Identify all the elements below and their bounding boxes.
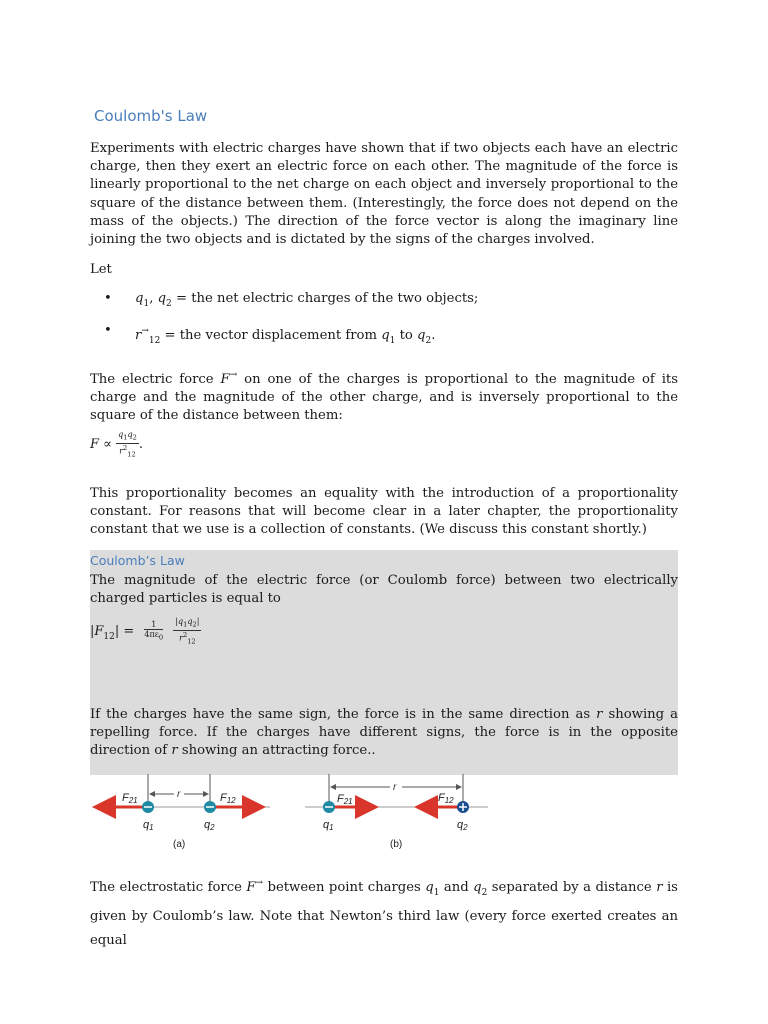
charge-force-figure bbox=[90, 772, 490, 852]
electrostatic-paragraph: The electrostatic force F→ between point charges $q_1$ and $q_2$ separated by a distance r is given by Coulomb’s law. Note that Newton’s third law (every force exerted creates an equal bbox=[90, 878, 678, 948]
distance-r-label-a: r bbox=[177, 789, 181, 800]
svg-text:F21: F21 bbox=[122, 792, 138, 805]
figure-panel-b bbox=[305, 774, 488, 850]
p4-and: and bbox=[443, 880, 469, 895]
list-item: • $q_1$, $q_2$ = the net electric charges of the two objects; bbox=[90, 290, 678, 322]
p4-a: The electrostatic force bbox=[90, 880, 242, 895]
callout-paragraph-1: The magnitude of the electric force (or Coulomb force) between two electrically charged particles is equal to bbox=[90, 573, 678, 607]
figure-label-a: (a) bbox=[173, 839, 186, 850]
list-item: • $r^\to_{12}$ = the vector displacement from $q_1$ to $q_2$. bbox=[90, 322, 678, 354]
svg-text:q2: q2 bbox=[457, 819, 468, 832]
force-paragraph-a: The electric force bbox=[90, 372, 214, 387]
bullet-1-text: = the net electric charges of the two objects; bbox=[175, 291, 479, 306]
p4-d: is given by Coulomb’s law. Note that Newton’s third law (every force exerted creates an equal bbox=[90, 880, 678, 948]
bullet-2-text: = the vector displacement from bbox=[164, 328, 377, 343]
svg-text:q2: q2 bbox=[204, 819, 215, 832]
figure-panel-a bbox=[92, 774, 270, 850]
page-title: Coulomb's Law bbox=[94, 107, 208, 125]
force-paragraph-b: on one of the charges is proportional to the magnitude of its charge and the magnitude of the other charge, and is inversely proportional to the square of the distance between them: bbox=[90, 372, 678, 424]
let-paragraph: Let bbox=[90, 262, 112, 277]
force-paragraph: The electric force F→ on one of the charges is proportional to the magnitude of its charge and the magnitude of the other charge, and is inversely proportional to the square of the distance between them: bbox=[90, 370, 678, 424]
svg-text:q1: q1 bbox=[323, 819, 334, 832]
callout-title: Coulomb’s Law bbox=[90, 553, 185, 568]
coulombs-law-callout bbox=[90, 550, 678, 775]
coulomb-formula: $|F_{12}|$ = $\frac{1}{4\pi\varepsilon_0}$ $\frac{|q_1q_2|}{r^2_{12}}$ bbox=[90, 617, 200, 645]
distance-r-label-b: r bbox=[393, 782, 397, 793]
equality-paragraph: This proportionality becomes an equality with the introduction of a proportionality constant. For reasons that will become clear in a later chapter, the proportionality constant that we use is a collection of constants. (We discuss this constant shortly.) bbox=[90, 486, 678, 538]
intro-paragraph: Experiments with electric charges have shown that if two objects each have an electric charge, then they exert an electric force on each other. The magnitude of the force is linearly proportional to the net charge on each object and inversely proportional to the square of the distance between them. (Interestingly, the force does not depend on the mass of the objects.) The direction of the force vector is along the imaginary line joining the two objects and is dictated by the signs of the charges involved. bbox=[90, 141, 678, 248]
callout-p2-b: showing a repelling force. If the charges have different signs, the force is in the opposite direction of bbox=[90, 707, 678, 759]
svg-text:F12: F12 bbox=[438, 792, 454, 805]
callout-p2-a: If the charges have the same sign, the force is in the same direction as bbox=[90, 707, 591, 722]
p4-b: between point charges bbox=[267, 880, 421, 895]
variable-list bbox=[90, 290, 678, 354]
bullet-2-to: to bbox=[399, 328, 413, 343]
p4-c: separated by a distance bbox=[491, 880, 652, 895]
figure-label-b: (b) bbox=[390, 839, 403, 850]
callout-paragraph-2: If the charges have the same sign, the force is in the same direction as r showing a repelling force. If the charges have different signs, the force is in the opposite direction of r showing an attracting force.. bbox=[90, 707, 678, 759]
svg-text:q1: q1 bbox=[143, 819, 154, 832]
callout-p2-c: showing an attracting force.. bbox=[181, 743, 376, 759]
proportionality-formula: F ∝ $\frac{q_1q_2}{r^2_{12}}$ . bbox=[90, 430, 143, 458]
svg-text:F21: F21 bbox=[337, 793, 353, 806]
svg-text:F12: F12 bbox=[220, 792, 236, 805]
